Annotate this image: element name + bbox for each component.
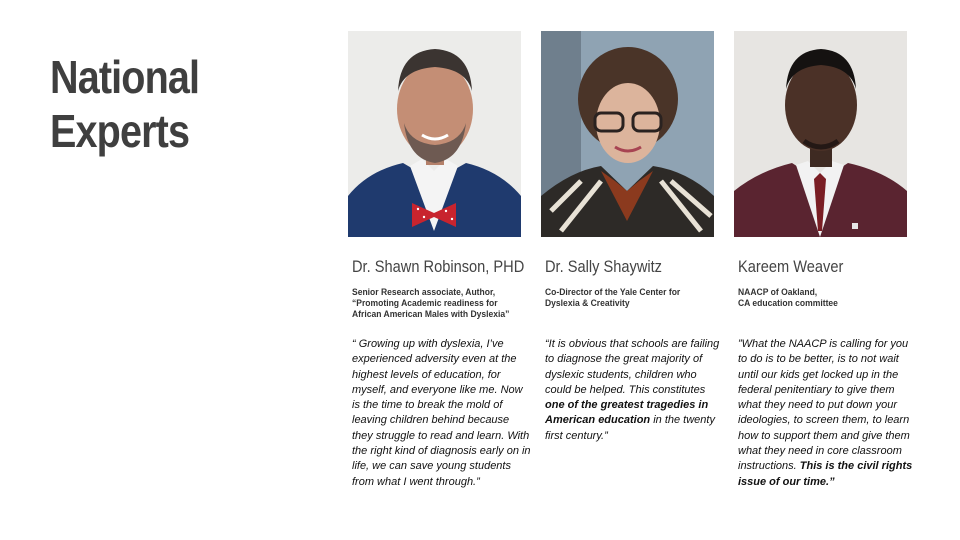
expert-role-line: NAACP of Oakland, — [738, 287, 818, 298]
expert-quote-emphasis: one of the greatest tragedies in American education — [545, 399, 709, 427]
expert-card-sally-shaywitz — [541, 31, 720, 442]
slide-title-line-2: Experts — [50, 105, 190, 157]
expert-card-shawn-robinson — [348, 31, 531, 488]
expert-name: Kareem Weaver — [738, 257, 844, 276]
expert-role-line: “Promoting Academic readiness for — [352, 298, 498, 309]
expert-quote — [545, 337, 725, 444]
expert-quote: “ Growing up with dyslexia, I’ve experienced adversity even at the highest levels of education, for myself, and everyone like me. Now is the time to break the mold of leaving children behind because they struggle to read and learn. With the right kind of diagnosis early on in life, we can save young students from what I went through.” — [352, 338, 531, 488]
expert-role-line: Co-Director of the Yale Center for — [545, 287, 681, 298]
expert-quote-text: “It is obvious that schools are failing to diagnose the great majority of dyslexic students, children who could be helped. This constitutes — [545, 338, 720, 396]
expert-role-line: CA education committee — [738, 298, 838, 309]
expert-name: Dr. Sally Shaywitz — [545, 257, 663, 276]
slide-title-line-1: National — [50, 51, 200, 103]
expert-quote-text: ”What the NAACP is calling for you to do is to be better, is to not wait until our kids get locked up in the federal penitentiary to give them what they need to put down your ideologies, to screen them, to learn how to support them and give them what they need in core classroom instructions. — [738, 338, 910, 473]
expert-role — [352, 287, 523, 320]
expert-role — [545, 287, 716, 309]
expert-name: Dr. Shawn Robinson, PHD — [352, 257, 525, 276]
expert-quote — [738, 337, 918, 490]
expert-photo-kareem-weaver — [734, 31, 907, 237]
expert-quote-text: in the twenty first century.” — [545, 414, 715, 442]
slide-title — [50, 50, 199, 158]
expert-role-line: African American Males with Dyslexia” — [352, 309, 510, 320]
expert-card-kareem-weaver — [734, 31, 919, 488]
expert-photo-sally-shaywitz — [541, 31, 714, 237]
expert-photo-shawn-robinson — [348, 31, 521, 237]
expert-role-line: Dyslexia & Creativity — [545, 298, 630, 309]
expert-role — [738, 287, 909, 309]
expert-quote-emphasis: This is the civil rights issue of our time.” — [738, 460, 913, 488]
expert-role-line: Senior Research associate, Author, — [352, 287, 496, 298]
